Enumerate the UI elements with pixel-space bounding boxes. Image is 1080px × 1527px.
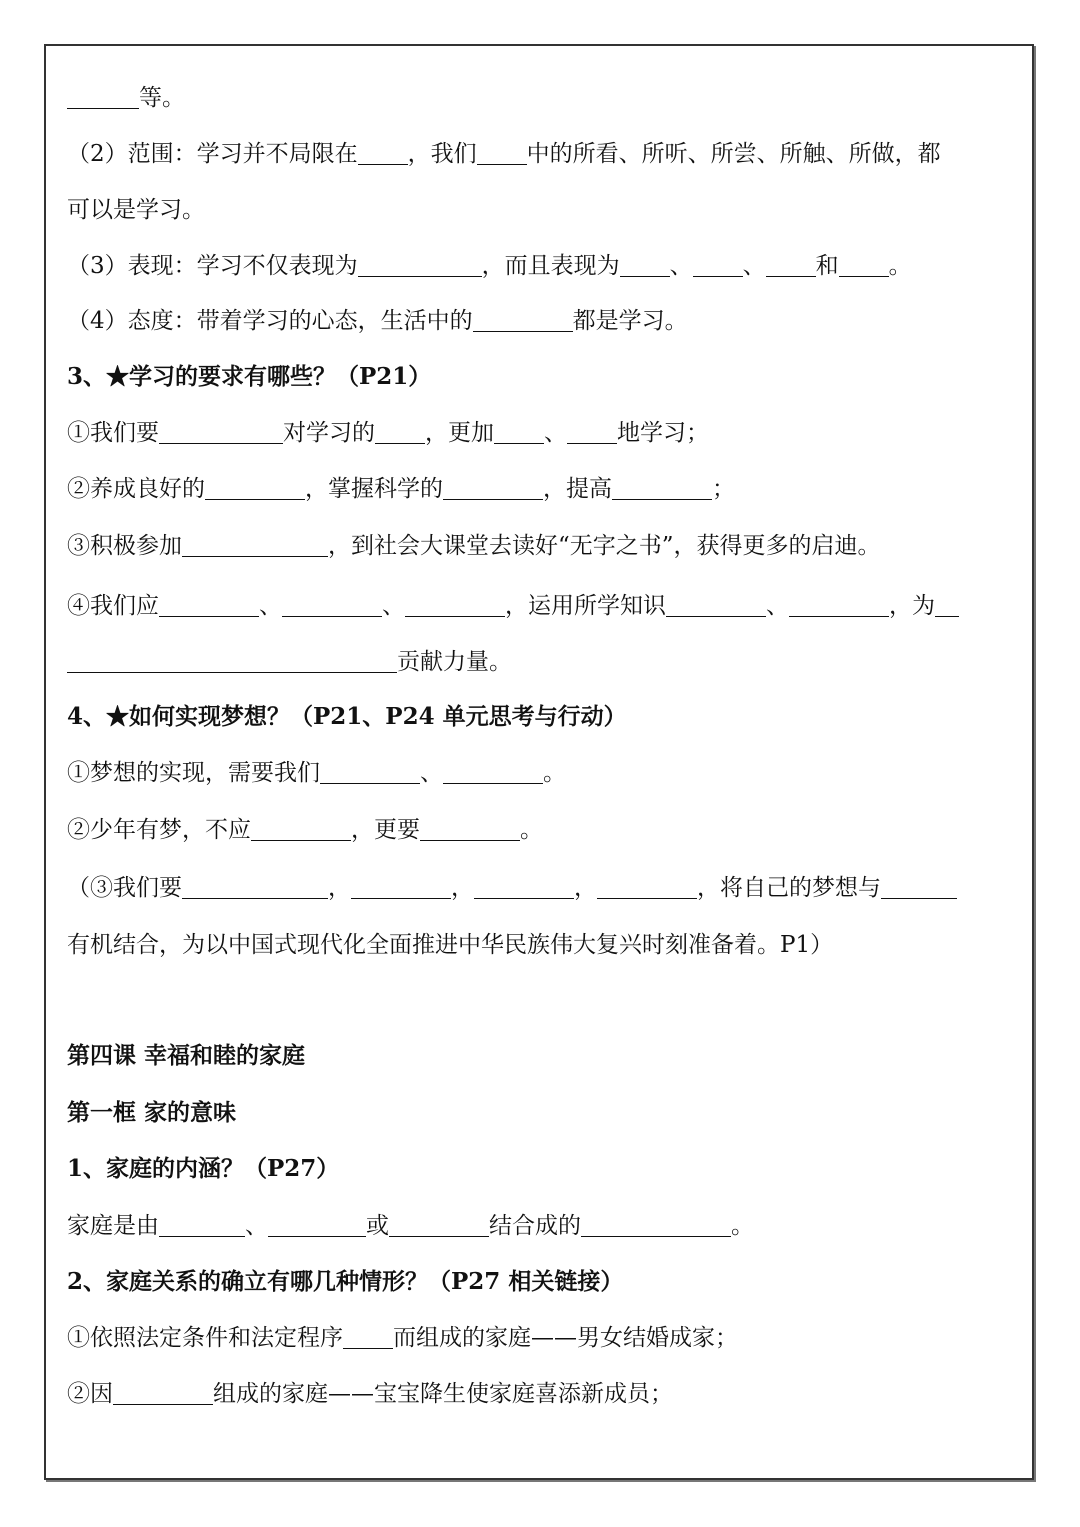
fill-blank[interactable] — [935, 594, 959, 617]
question-heading: 3、★学习的要求有哪些？（P21） — [67, 363, 432, 390]
fill-blank[interactable] — [581, 1214, 731, 1237]
fill-blank[interactable] — [251, 818, 351, 841]
fill-blank[interactable] — [282, 594, 382, 617]
fill-blank[interactable] — [494, 421, 544, 444]
fill-blank[interactable] — [693, 254, 743, 277]
text-line: 有机结合，为以中国式现代化全面推进中华民族伟大复兴时刻准备着。P1） — [67, 932, 834, 958]
fill-blank[interactable] — [343, 1326, 393, 1349]
text-line: ①我们要 对学习的 ，更加 、 地学习； — [67, 420, 709, 446]
question-heading: 1、家庭的内涵？（P27） — [67, 1155, 340, 1182]
fill-blank[interactable] — [620, 254, 670, 277]
fill-blank[interactable] — [159, 594, 259, 617]
fill-blank[interactable] — [159, 1214, 245, 1237]
fill-blank[interactable] — [443, 477, 543, 500]
text-line: （4）态度：带着学习的心态，生活中的 都是学习。 — [67, 308, 688, 334]
text-line: （③我们要 ， ， ， ，将自己的梦想与 — [67, 872, 957, 904]
fill-blank[interactable] — [358, 142, 408, 165]
fill-blank[interactable] — [443, 761, 543, 784]
fill-blank[interactable] — [268, 1214, 366, 1237]
fill-blank[interactable] — [351, 876, 451, 899]
fill-blank[interactable] — [766, 254, 816, 277]
fill-blank[interactable] — [405, 594, 505, 617]
fill-blank[interactable] — [473, 309, 573, 332]
text-line: 贡献力量。 — [67, 646, 512, 678]
fill-blank[interactable] — [389, 1214, 489, 1237]
text-line: ④我们应 、 、 ，运用所学知识 、 ，为 — [67, 590, 959, 622]
text-line: ①依照法定条件和法定程序 而组成的家庭——男女结婚成家； — [67, 1325, 738, 1351]
fill-blank[interactable] — [159, 421, 283, 444]
question-heading: 2、家庭关系的确立有哪几种情形？（P27 相关链接） — [67, 1268, 624, 1295]
fill-blank[interactable] — [597, 876, 697, 899]
fill-blank[interactable] — [375, 421, 425, 444]
fill-blank[interactable] — [113, 1382, 213, 1405]
fill-blank[interactable] — [205, 477, 305, 500]
fill-blank[interactable] — [789, 594, 889, 617]
lesson-title: 第四课 幸福和睦的家庭 — [67, 1042, 306, 1069]
text-line: 等。 — [67, 82, 185, 114]
text-line: ②因 组成的家庭——宝宝降生使家庭喜添新成员； — [67, 1381, 673, 1407]
fill-blank[interactable] — [67, 86, 139, 109]
section-title: 第一框 家的意味 — [67, 1099, 237, 1126]
question-heading: 4、★如何实现梦想？（P21、P24 单元思考与行动） — [67, 703, 627, 730]
fill-blank[interactable] — [358, 254, 482, 277]
fill-blank[interactable] — [182, 876, 328, 899]
text-line: （2）范围：学习并不局限在 ，我们 中的所看、所听、所尝、所触、所做，都 — [67, 141, 941, 167]
fill-blank[interactable] — [477, 142, 527, 165]
fill-blank[interactable] — [881, 876, 957, 899]
text-line: ①梦想的实现，需要我们 、 。 — [67, 760, 566, 786]
fill-blank[interactable] — [474, 876, 574, 899]
text-line: 家庭是由 、 或 结合成的 。 — [67, 1213, 754, 1239]
fill-blank[interactable] — [420, 818, 520, 841]
text-line: 可以是学习。 — [67, 197, 205, 223]
text-line: ②养成良好的 ，掌握科学的 ，提高 ； — [67, 476, 735, 502]
fill-blank[interactable] — [612, 477, 712, 500]
text-line: （3）表现：学习不仅表现为 ，而且表现为 、 、 和 。 — [67, 253, 912, 279]
fill-blank[interactable] — [182, 534, 328, 557]
fill-blank[interactable] — [567, 421, 617, 444]
fill-blank[interactable] — [67, 650, 397, 673]
fill-blank[interactable] — [320, 761, 420, 784]
text-line: ②少年有梦，不应 ，更要 。 — [67, 817, 543, 843]
fill-blank[interactable] — [666, 594, 766, 617]
text-line: ③积极参加 ，到社会大课堂去读好“无字之书”，获得更多的启迪。 — [67, 533, 881, 559]
fill-blank[interactable] — [839, 254, 889, 277]
